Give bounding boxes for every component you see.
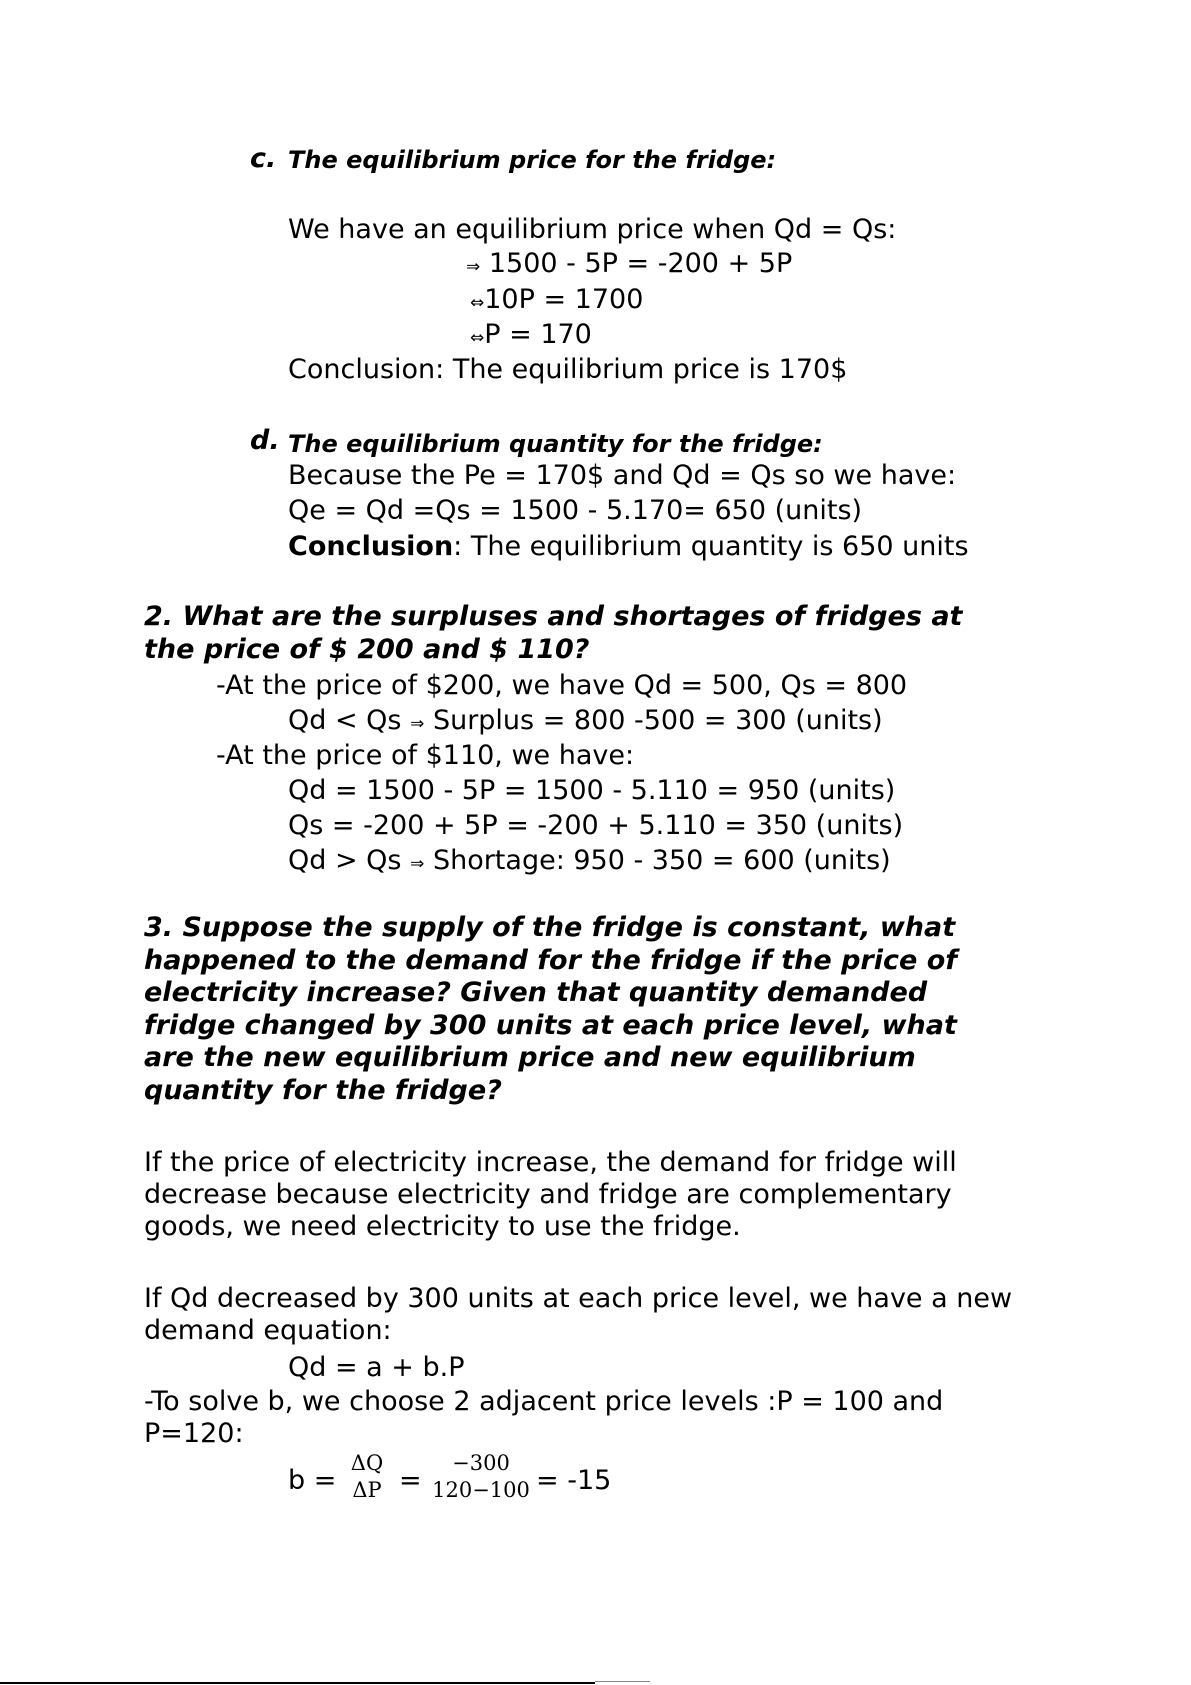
question2-line3: -At the price of $110, we have: bbox=[216, 740, 635, 771]
fraction-denominator: 120−100 bbox=[432, 1478, 530, 1502]
question3-title-line: 3. Suppose the supply of the fridge is constant, what bbox=[144, 912, 956, 943]
step2-text: 10P = 1700 bbox=[484, 284, 644, 315]
section-d-line2: Qe = Qd =Qs = 1500 - 5.170= 650 (units) bbox=[288, 495, 863, 526]
value-fraction bbox=[426, 1451, 536, 1502]
question3-paragraph1 bbox=[144, 1147, 957, 1243]
paragraph-line: demand equation: bbox=[144, 1315, 392, 1346]
section-d-line1: Because the Pe = 170$ and Qd = Qs so we have: bbox=[288, 460, 957, 491]
question2-line4: Qd = 1500 - 5P = 1500 - 5.110 = 950 (units) bbox=[288, 775, 896, 806]
section-c-step3 bbox=[470, 319, 592, 354]
section-d-conclusion bbox=[288, 531, 969, 563]
equiv-arrow: ⇔ bbox=[470, 328, 485, 348]
paragraph-line: decrease because electricity and fridge are complementary bbox=[144, 1179, 952, 1210]
compare-text: Qd > Qs bbox=[288, 845, 402, 876]
section-c-heading: The equilibrium price for the fridge: bbox=[288, 146, 777, 174]
question2-line1: -At the price of $200, we have Qd = 500, Qs = 800 bbox=[216, 670, 908, 701]
section-c-step2 bbox=[470, 284, 643, 319]
equiv-arrow: ⇔ bbox=[470, 293, 485, 313]
equals-sign: = bbox=[399, 1465, 422, 1496]
delta-fraction bbox=[345, 1451, 389, 1502]
section-c-letter: c. bbox=[250, 143, 277, 174]
step3-text: P = 170 bbox=[484, 319, 592, 350]
delta-p: ΔP bbox=[352, 1478, 382, 1502]
compare-text: Qd < Qs bbox=[288, 705, 402, 736]
paragraph-line: -To solve b, we choose 2 adjacent price levels :P = 100 and bbox=[144, 1386, 944, 1417]
step1-text: 1500 - 5P = -200 + 5P bbox=[488, 248, 793, 279]
implies-arrow: ⇒ bbox=[410, 854, 425, 874]
shortage-text: Shortage: 950 - 350 = 600 (units) bbox=[432, 845, 891, 876]
section-d-heading: The equilibrium quantity for the fridge: bbox=[288, 430, 823, 458]
delta-q: ΔQ bbox=[350, 1451, 384, 1475]
question2-title-line1: 2. What are the surpluses and shortages of fridges at bbox=[144, 601, 963, 632]
question2-line5: Qs = -200 + 5P = -200 + 5.110 = 350 (units) bbox=[288, 810, 904, 841]
paragraph-line: goods, we need electricity to use the fridge. bbox=[144, 1211, 741, 1242]
paragraph-line: If Qd decreased by 300 units at each price level, we have a new bbox=[144, 1283, 1013, 1314]
fraction-numerator: −300 bbox=[452, 1451, 510, 1475]
conclusion-text: : The equilibrium quantity is 650 units bbox=[453, 531, 969, 562]
b-result: = -15 bbox=[536, 1465, 612, 1496]
question2-line2 bbox=[288, 705, 883, 740]
question2-title-line2: the price of $ 200 and $ 110? bbox=[144, 634, 590, 665]
surplus-text: Surplus = 800 -500 = 300 (units) bbox=[432, 705, 883, 736]
section-c-conclusion: Conclusion: The equilibrium price is 170$ bbox=[288, 354, 848, 385]
question3-title-line: electricity increase? Given that quantity demanded bbox=[144, 977, 928, 1008]
question3-title-line: quantity for the fridge? bbox=[144, 1074, 502, 1106]
question3-title-line: are the new equilibrium price and new equilibrium bbox=[144, 1042, 916, 1073]
footnote-separator bbox=[0, 1682, 595, 1684]
paragraph-line: P=120: bbox=[144, 1418, 244, 1449]
question3-title-line: happened to the demand for the fridge if the price of bbox=[144, 944, 957, 976]
implies-arrow: ⇒ bbox=[410, 714, 425, 734]
paragraph-line: If the price of electricity increase, the demand for fridge will bbox=[144, 1147, 957, 1178]
footnote-separator-tail bbox=[595, 1681, 650, 1682]
implies-arrow: ⇒ bbox=[466, 257, 481, 277]
question3-title bbox=[144, 912, 957, 1107]
question2-line6 bbox=[288, 845, 891, 880]
question3-solve bbox=[144, 1386, 943, 1450]
conclusion-label: Conclusion bbox=[288, 531, 454, 562]
demand-equation: Qd = a + b.P bbox=[288, 1352, 465, 1383]
section-d-letter: d. bbox=[250, 425, 280, 456]
section-c-step1 bbox=[466, 248, 792, 283]
b-label: b = bbox=[288, 1465, 337, 1496]
question3-paragraph2 bbox=[144, 1283, 1012, 1347]
section-c-intro: We have an equilibrium price when Qd = Qs: bbox=[288, 214, 897, 245]
question3-title-line: fridge changed by 300 units at each price level, what bbox=[144, 1009, 957, 1041]
